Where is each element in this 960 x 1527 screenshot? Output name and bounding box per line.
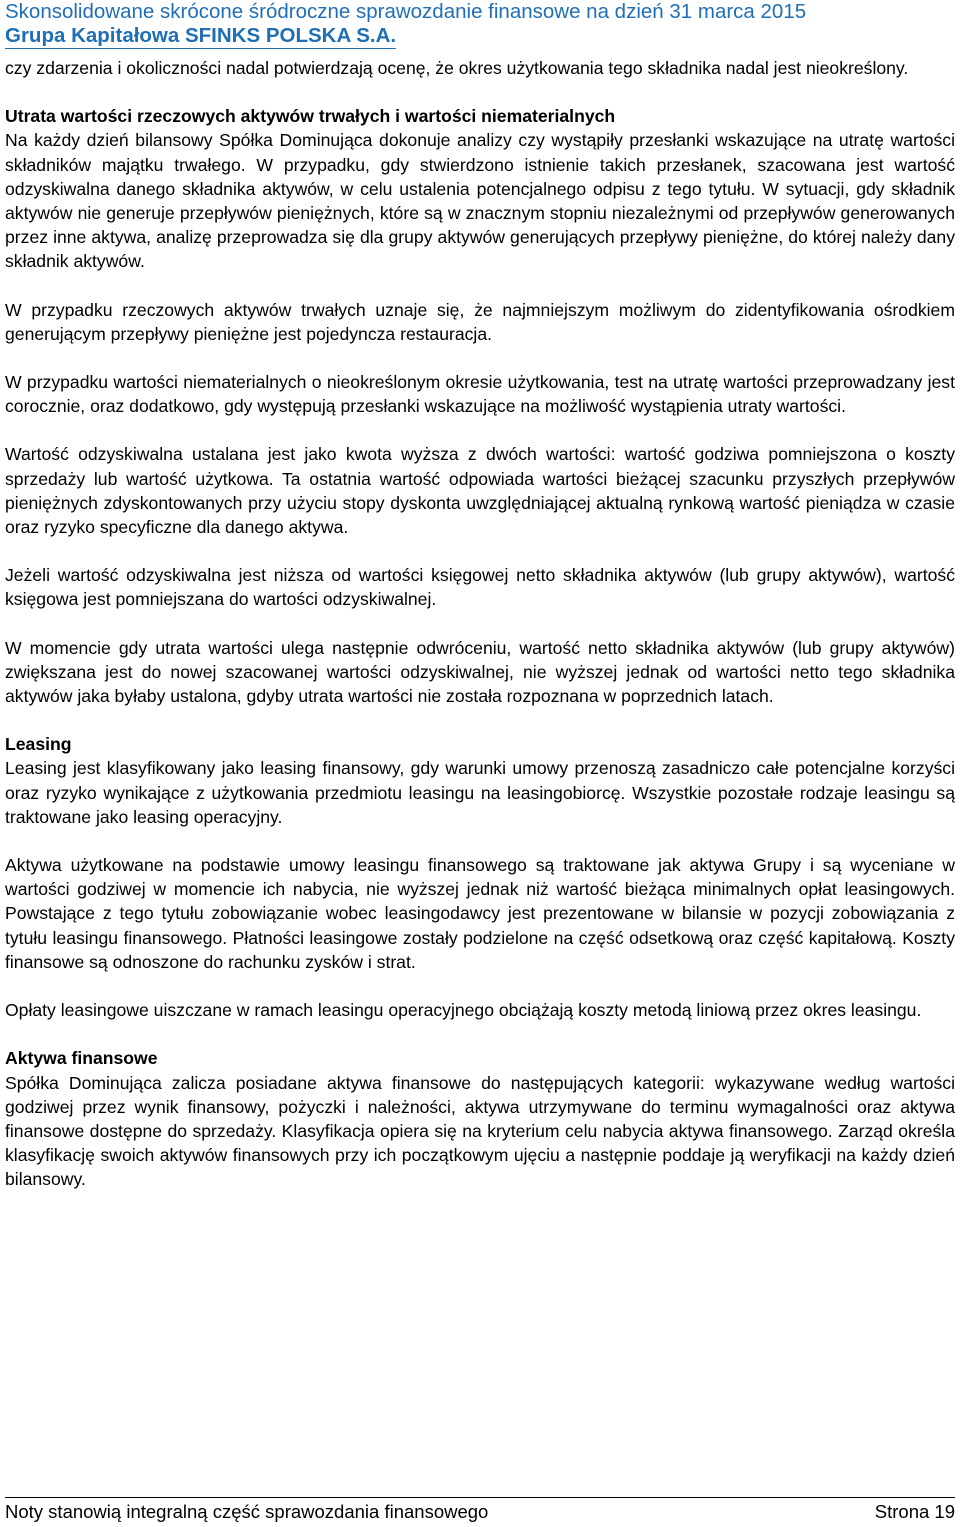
footer-note: Noty stanowią integralną część sprawozdania finansowego — [5, 1501, 489, 1522]
document-body — [5, 56, 955, 1192]
paragraph-write-down: Jeżeli wartość odzyskiwalna jest niższa od wartości księgowej netto składnika aktywów (lub grupy aktywów), wartość księgowa jest pomniejszana do wartości odzyskiwalnej. — [5, 565, 955, 610]
paragraph-leasing-classification: Leasing jest klasyfikowany jako leasing finansowy, gdy warunki umowy przenoszą zasadniczo całe potencjalne korzyści oraz ryzyko wynikające z użytkowania przedmiotu leasingu na leasingobiorcę. Wszystkie pozostałe rodzaje leasingu są traktowane jako leasing operacyjny. — [5, 758, 955, 827]
paragraph-finance-lease: Aktywa użytkowane na podstawie umowy leasingu finansowego są traktowane jak aktywa Grupy i są wyceniane w wartości godziwej w momencie ich nabycia, nie wyższej jednak niż wartość bieżąca minimalnych opłat leasingowych. Powstające z tego tytułu zobowiązanie wobec leasingodawcy jest prezentowane w bilansie w pozycji zobowiązania z tytułu leasingu finansowego. Płatności leasingowe zostały podzielone na część odsetkową oraz część kapitałową. Koszty finansowe są odnoszone do rachunku zysków i strat. — [5, 855, 955, 972]
paragraph-financial-assets: Spółka Dominująca zalicza posiadane aktywa finansowe do następujących kategorii: wykazywane według wartości godziwej przez wynik finansowy, pożyczki i należności, aktywa utrzymywane do terminu wymagalności oraz aktywa finansowe dostępne do sprzedaży. Klasyfikacja opiera się na kryterium celu nabycia aktywa finansowego. Zarząd określa klasyfikację swoich aktywów finansowych przy ich początkowym ujęciu a następnie poddaje ją weryfikacji na każdy dzień bilansowy. — [5, 1072, 955, 1190]
page-header — [5, 0, 955, 49]
paragraph-continuation: czy zdarzenia i okoliczności nadal potwierdzają ocenę, że okres użytkowania tego składnika nadal jest nieokreślony. — [5, 58, 909, 78]
paragraph-recoverable-amount: Wartość odzyskiwalna ustalana jest jako kwota wyższa z dwóch wartości: wartość godziwa pomniejszona o koszty sprzedaży lub wartość użytkowa. Ta ostatnia wartość odpowiada wartości bieżącej szacunku przyszłych przepływów pieniężnych zdyskontowanych przy użyciu stopy dyskonta uwzględniającej aktualną rynkową wartość pieniądza w czasie oraz ryzyko specyficzne dla danego aktywa. — [5, 444, 955, 538]
section-heading-financial-assets: Aktywa finansowe — [5, 1048, 158, 1069]
page-footer — [5, 1497, 955, 1524]
section-heading-leasing: Leasing — [5, 734, 72, 755]
paragraph-impairment-analysis: Na każdy dzień bilansowy Spółka Dominująca dokonuje analizy czy wystąpiły przesłanki wskazujące na utratę wartości składników majątku trwałego. W przypadku, gdy stwierdzono istnienie takich przesłanek, szacowana jest wartość odzyskiwalna danego składnika aktywów, w celu ustalenia potencjalnego odpisu z tego tytułu. W sytuacji, gdy składnik aktywów nie generuje przepływów pieniężnych, które są w znacznym stopniu niezależnymi od przepływów generowanych przez inne aktywa, analizę przeprowadza się dla grupy aktywów generujących przepływy pieniężne, do której należy dany składnik aktywów. — [5, 130, 955, 272]
company-name: Grupa Kapitałowa SFINKS POLSKA S.A. — [5, 24, 397, 47]
paragraph-cash-generating-unit: W przypadku rzeczowych aktywów trwałych uznaje się, że najmniejszym możliwym do zidentyfikowania ośrodkiem generującym przepływy pieniężne jest pojedyncza restauracja. — [5, 299, 955, 344]
page-number: Strona 19 — [874, 1501, 955, 1522]
report-title: Skonsolidowane skrócone śródroczne sprawozdanie finansowe na dzień 31 marca 2015 — [5, 0, 807, 23]
paragraph-operating-lease: Opłaty leasingowe uiszczane w ramach leasingu operacyjnego obciążają koszty metodą liniową przez okres leasingu. — [5, 1000, 922, 1021]
paragraph-intangibles-test: W przypadku wartości niematerialnych o nieokreślonym okresie użytkowania, test na utratę wartości przeprowadzany jest corocznie, oraz dodatkowo, gdy występują przesłanki wskazujące na możliwość wystąpienia utraty wartości. — [5, 372, 955, 417]
paragraph-reversal: W momencie gdy utrata wartości ulega następnie odwróceniu, wartość netto składnika aktywów (lub grupy aktywów) zwiększana jest do nowej szacowanej wartości odzyskiwalnej, nie wyższej jednak od wartości netto tego składnika aktywów jaka byłaby ustalona, gdyby utrata wartości nie została rozpoznana w poprzednich latach. — [5, 637, 955, 707]
section-heading-impairment: Utrata wartości rzeczowych aktywów trwałych i wartości niematerialnych — [5, 106, 616, 127]
